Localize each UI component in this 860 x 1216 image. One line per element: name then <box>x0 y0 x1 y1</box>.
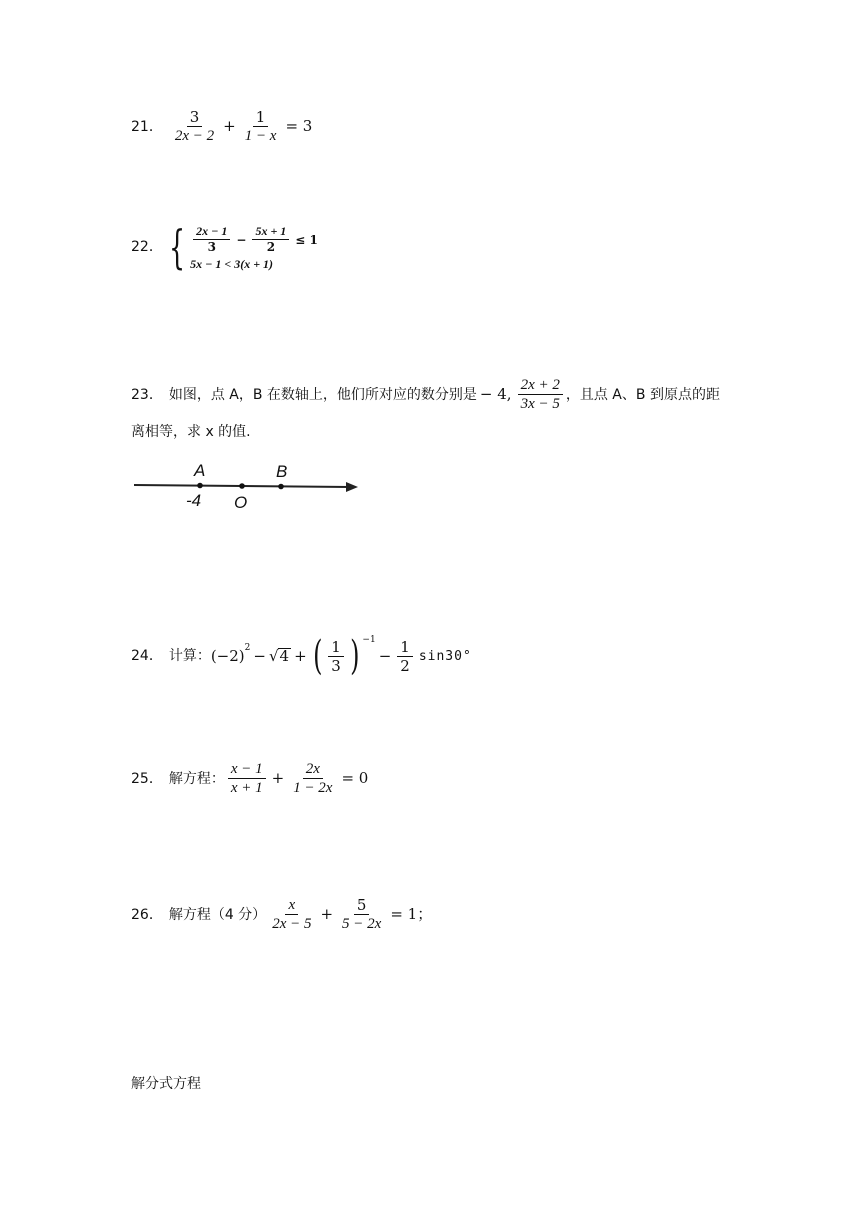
question-21 <box>131 108 315 145</box>
equation-rhs: = 0 <box>341 769 369 787</box>
numerator: 1 <box>253 108 269 127</box>
numerator: 2x − 1 <box>193 224 230 240</box>
numerator: 1 <box>328 638 344 657</box>
exponent: 2 <box>244 642 251 653</box>
term-power: (−2) <box>210 646 245 665</box>
question-number: 25． <box>131 770 163 787</box>
right-paren-icon: ) <box>349 633 360 679</box>
denominator: 2x − 5 <box>272 916 312 932</box>
question-number: 21． <box>131 118 163 135</box>
operator: − <box>378 646 392 665</box>
denominator: 1 − 2x <box>293 780 333 796</box>
question-25 <box>131 760 371 797</box>
question-number: 26． <box>131 906 163 923</box>
denominator: 2 <box>266 240 276 254</box>
fraction <box>269 896 314 933</box>
question-22 <box>131 220 321 274</box>
inequality-rhs: ≤ 1 <box>295 232 318 247</box>
question-label: 解方程： <box>168 770 225 787</box>
values-prefix: − 4, <box>479 385 512 403</box>
arrow-head-icon <box>346 482 358 492</box>
question-23-line-1 <box>131 376 731 413</box>
operator: + <box>271 769 285 787</box>
point-a <box>197 483 203 489</box>
numerator: 5 <box>354 896 370 915</box>
radicand: 4 <box>279 647 290 665</box>
fraction <box>397 638 413 675</box>
denominator: 5 − 2x <box>342 916 382 932</box>
label-a: A <box>194 461 206 480</box>
denominator: 3 <box>331 656 341 675</box>
numerator: 5x + 1 <box>252 224 289 240</box>
brace-icon: { <box>168 220 185 274</box>
fraction <box>252 224 289 255</box>
fraction <box>172 108 217 145</box>
denominator: 2 <box>400 656 410 675</box>
question-text: 离相等，求 x 的值. <box>131 424 251 440</box>
operator: + <box>320 905 334 923</box>
inequality-line-2: 5x − 1 < 3(x + 1) <box>190 257 274 271</box>
question-number: 24． <box>131 648 163 664</box>
question-number: 23． <box>131 386 163 403</box>
operator: − <box>236 232 247 247</box>
numerator: 1 <box>397 638 413 657</box>
numerator: 2x <box>303 760 323 779</box>
label-value-a: -4 <box>186 491 202 510</box>
section-footer: 解分式方程 <box>131 1076 201 1092</box>
system-lines <box>190 224 321 270</box>
question-text: ，且点 A、B 到原点的距 <box>565 386 720 403</box>
fraction <box>339 896 384 933</box>
question-number: 22． <box>131 239 163 255</box>
left-paren-icon: ( <box>312 633 323 679</box>
fraction <box>228 760 266 797</box>
numerator: x <box>285 896 298 915</box>
sqrt-icon: √ <box>268 647 279 665</box>
question-26 <box>131 896 435 933</box>
number-line-figure <box>130 458 370 518</box>
denominator: 1 − x <box>244 128 277 144</box>
question-label: 解方程（4 分） <box>168 906 267 923</box>
numerator: x − 1 <box>228 760 266 779</box>
square-root <box>269 648 291 664</box>
equation-rhs: = 3 <box>285 117 313 135</box>
question-23 <box>131 376 731 439</box>
fraction <box>328 638 344 675</box>
inequality-line-1 <box>190 224 321 255</box>
denominator: 3x − 5 <box>520 396 560 412</box>
point-b <box>278 484 284 490</box>
denominator: 3 <box>207 240 216 254</box>
denominator: x + 1 <box>230 780 263 796</box>
numerator: 3 <box>187 108 203 127</box>
operator: − <box>253 646 266 665</box>
label-b: B <box>276 462 288 481</box>
question-text: 如图，点 A，B 在数轴上，他们所对应的数分别是 <box>168 386 477 403</box>
operator: + <box>294 646 307 665</box>
question-24 <box>131 633 472 679</box>
equation-rhs: = 1； <box>390 905 433 923</box>
fraction <box>518 376 563 413</box>
denominator: 2x − 2 <box>174 128 215 144</box>
operator: + <box>223 117 236 135</box>
inequality-system <box>168 220 321 274</box>
fraction <box>193 224 230 255</box>
trig-term: sin30° <box>418 648 472 664</box>
label-o: O <box>234 493 248 512</box>
numerator: 2x + 2 <box>518 376 563 395</box>
exponent: −1 <box>362 634 376 645</box>
question-label: 计算： <box>168 648 211 664</box>
fraction <box>290 760 335 797</box>
point-o <box>239 483 245 489</box>
fraction <box>242 108 280 145</box>
